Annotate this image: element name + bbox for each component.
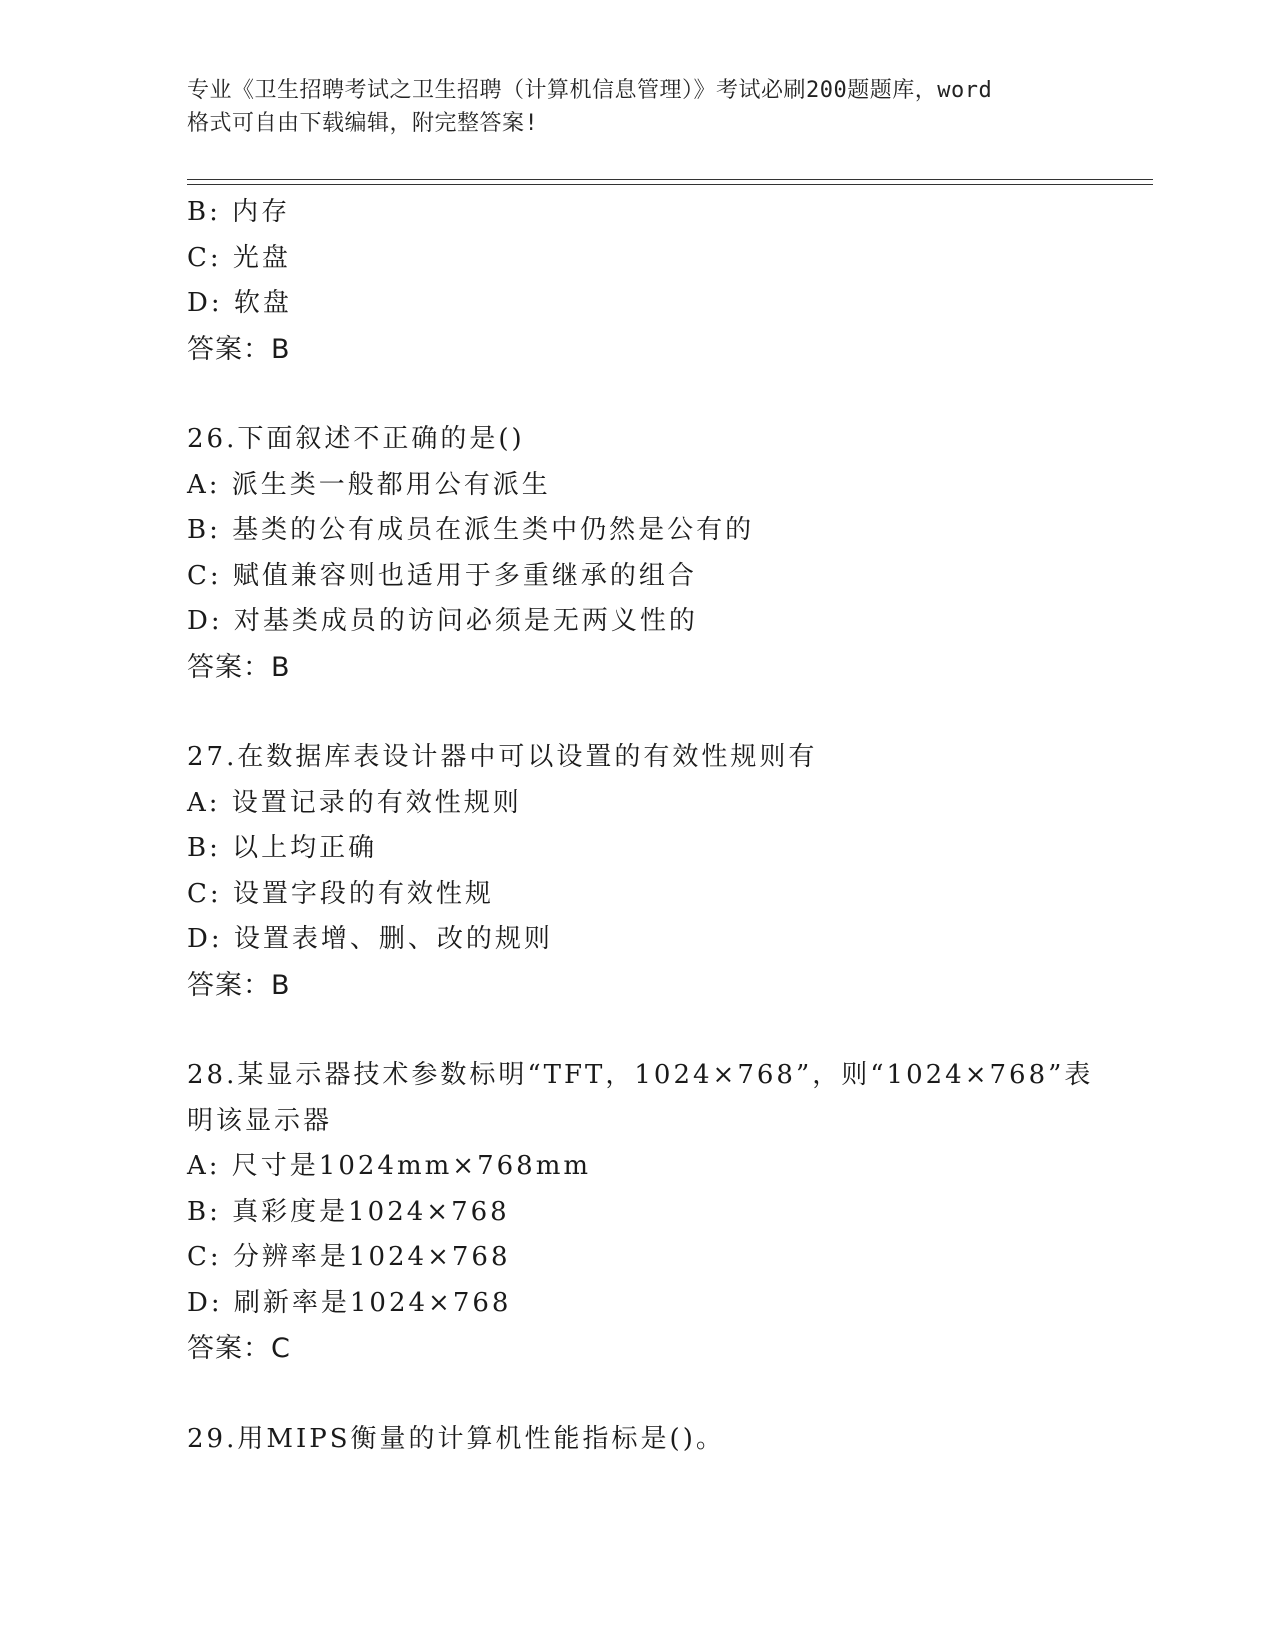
option-b: B: 内存 <box>187 197 291 227</box>
option-a: A: 尺寸是1024mm×768mm <box>187 1151 591 1181</box>
option-b: B: 真彩度是1024×768 <box>187 1196 510 1227</box>
option-a: A: 派生类一般都用公有派生 <box>187 469 551 500</box>
option-b: B: 基类的公有成员在派生类中仍然是公有的 <box>187 515 755 545</box>
answer-label: 答案：C <box>187 1333 291 1364</box>
question-block-29 <box>187 1417 1087 1463</box>
option-c: C: 光盘 <box>187 242 291 273</box>
option-d: D: 软盘 <box>187 288 292 318</box>
answer-label: 答案：B <box>187 651 291 683</box>
question-list <box>187 190 1094 1462</box>
question-block-25 <box>187 190 1087 372</box>
question-stem-line-2: 明该显示器 <box>187 1105 333 1136</box>
option-c: C: 设置字段的有效性规 <box>187 878 494 909</box>
question-block-27 <box>187 735 1087 1008</box>
header-rule-thin <box>187 184 1153 185</box>
question-stem: 27.在数据库表设计器中可以设置的有效性规则有 <box>187 742 818 772</box>
option-d: D: 设置表增、删、改的规则 <box>187 924 553 954</box>
question-stem: 26.下面叙述不正确的是() <box>187 424 525 454</box>
answer-label: 答案：B <box>187 333 291 365</box>
option-c: C: 赋值兼容则也适用于多重继承的组合 <box>187 560 697 591</box>
option-d: D: 对基类成员的访问必须是无两义性的 <box>187 606 698 636</box>
answer-label: 答案：B <box>187 969 291 1001</box>
option-b: B: 以上均正确 <box>187 833 378 863</box>
option-c: C: 分辨率是1024×768 <box>187 1242 511 1272</box>
document-header <box>187 74 1087 140</box>
question-block-28 <box>187 1053 1094 1372</box>
header-rule-thick <box>187 179 1153 180</box>
option-a: A: 设置记录的有效性规则 <box>187 787 522 818</box>
question-block-26 <box>187 417 1087 690</box>
header-line-2: 格式可自由下载编辑，附完整答案! <box>187 111 539 136</box>
question-stem: 29.用MIPS衡量的计算机性能指标是()。 <box>187 1423 725 1454</box>
header-line-1: 专业《卫生招聘考试之卫生招聘（计算机信息管理）》考试必刷200题题库，word <box>187 78 993 103</box>
question-stem-line-1: 28.某显示器技术参数标明“TFT，1024×768”，则“1024×768”表 <box>187 1060 1094 1090</box>
option-d: D: 刷新率是1024×768 <box>187 1287 512 1318</box>
